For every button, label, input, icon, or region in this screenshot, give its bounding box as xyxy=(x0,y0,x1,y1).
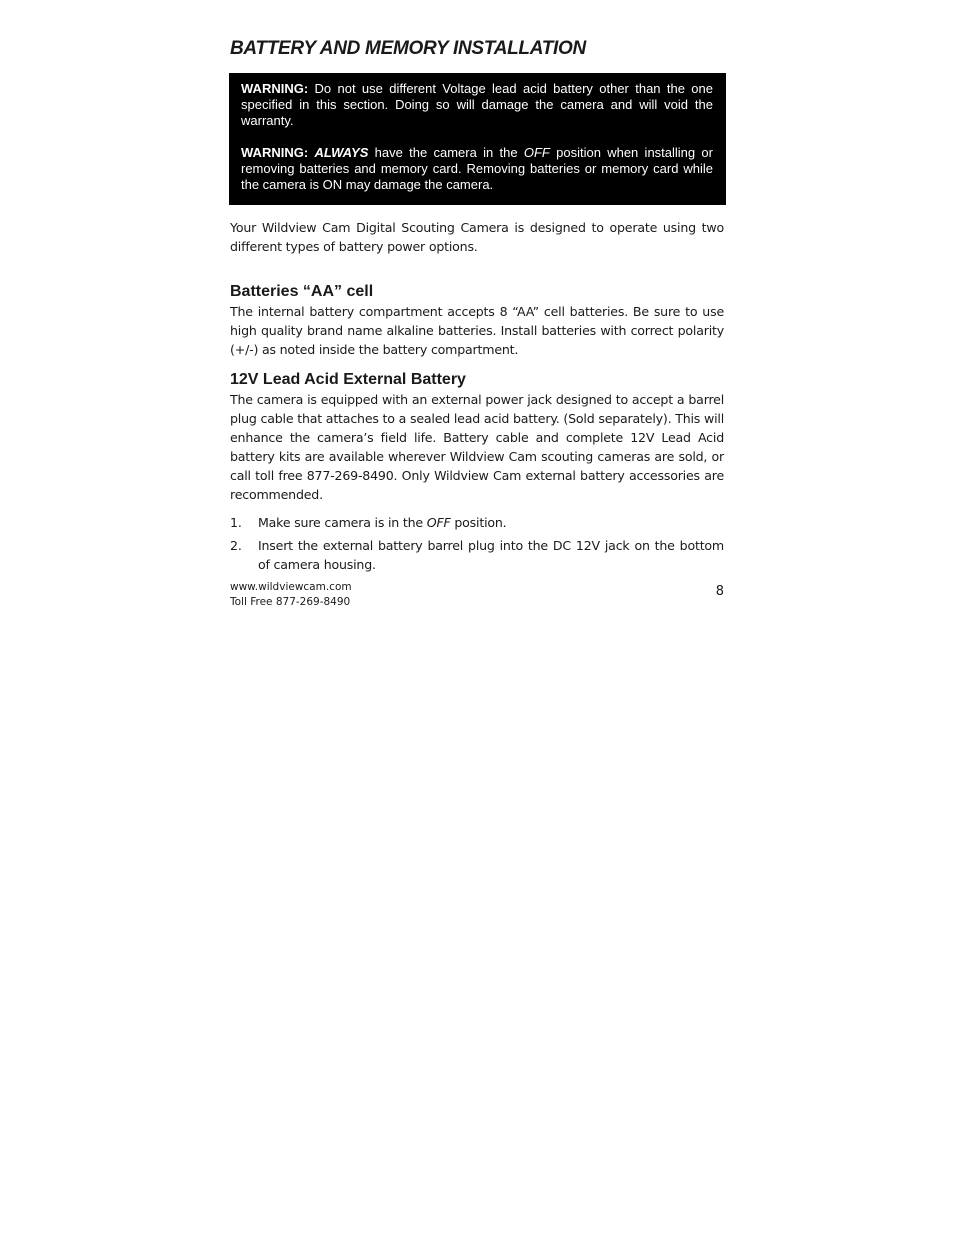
page-title: BATTERY AND MEMORY INSTALLATION xyxy=(230,38,586,59)
warning-paragraph-voltage xyxy=(241,81,713,129)
warning-off-emphasis: OFF xyxy=(523,145,550,160)
step-text: Insert the external battery barrel plug into the DC 12V jack on the bottom of camera housing. xyxy=(258,538,724,572)
step-text: Make sure camera is in the OFF position. xyxy=(258,515,507,530)
step-number: 2. xyxy=(230,538,242,553)
warning-paragraph-off-position xyxy=(241,145,713,193)
warning-text: Do not use different Voltage lead acid battery other than the one specified in this section. Doing so will damage the camera and will void the warranty. xyxy=(241,81,713,128)
warning-box xyxy=(229,73,726,205)
step-off-emphasis: OFF xyxy=(426,515,451,530)
intro-paragraph: Your Wildview Cam Digital Scouting Camera is designed to operate using two different types of battery power options. xyxy=(230,220,724,254)
warning-text-part: position when installing or removing batteries and memory card. Removing batteries or memory card while the camera is ON may damage the camera. xyxy=(241,145,713,192)
warning-always-emphasis: ALWAYS xyxy=(314,145,369,160)
footer-website: www.wildviewcam.com xyxy=(230,581,352,593)
page-number: 8 xyxy=(715,584,724,599)
warning-text-part: have the camera in the xyxy=(368,145,524,160)
page-footer xyxy=(230,580,724,610)
footer-contact xyxy=(230,580,352,610)
manual-page xyxy=(230,36,724,610)
section-heading-lead-acid: 12V Lead Acid External Battery xyxy=(230,371,466,388)
step-number: 1. xyxy=(230,515,242,530)
aa-batteries-paragraph: The internal battery compartment accepts 8 “AA” cell batteries. Be sure to use high quality brand name alkaline batteries. Install batteries with correct polarity (+/-) as noted inside the battery compartment. xyxy=(230,304,724,357)
lead-acid-paragraph: The camera is equipped with an external power jack designed to accept a barrel plug cable that attaches to a sealed lead acid battery. (Sold separately). This will enhance the camera’s field life. Battery cable and complete 12V Lead Acid battery kits are available wherever Wildview Cam scouting cameras are sold, or call toll free 877-269-8490. Only Wildview Cam external battery accessories are recommended. xyxy=(230,392,724,502)
list-item xyxy=(230,536,724,574)
warning-label: WARNING: xyxy=(241,81,309,96)
installation-steps xyxy=(230,513,724,574)
section-heading-aa-batteries: Batteries “AA” cell xyxy=(230,283,374,300)
list-item xyxy=(230,513,724,532)
footer-toll-free: Toll Free 877-269-8490 xyxy=(230,596,351,608)
warning-label: WARNING: xyxy=(241,145,309,160)
